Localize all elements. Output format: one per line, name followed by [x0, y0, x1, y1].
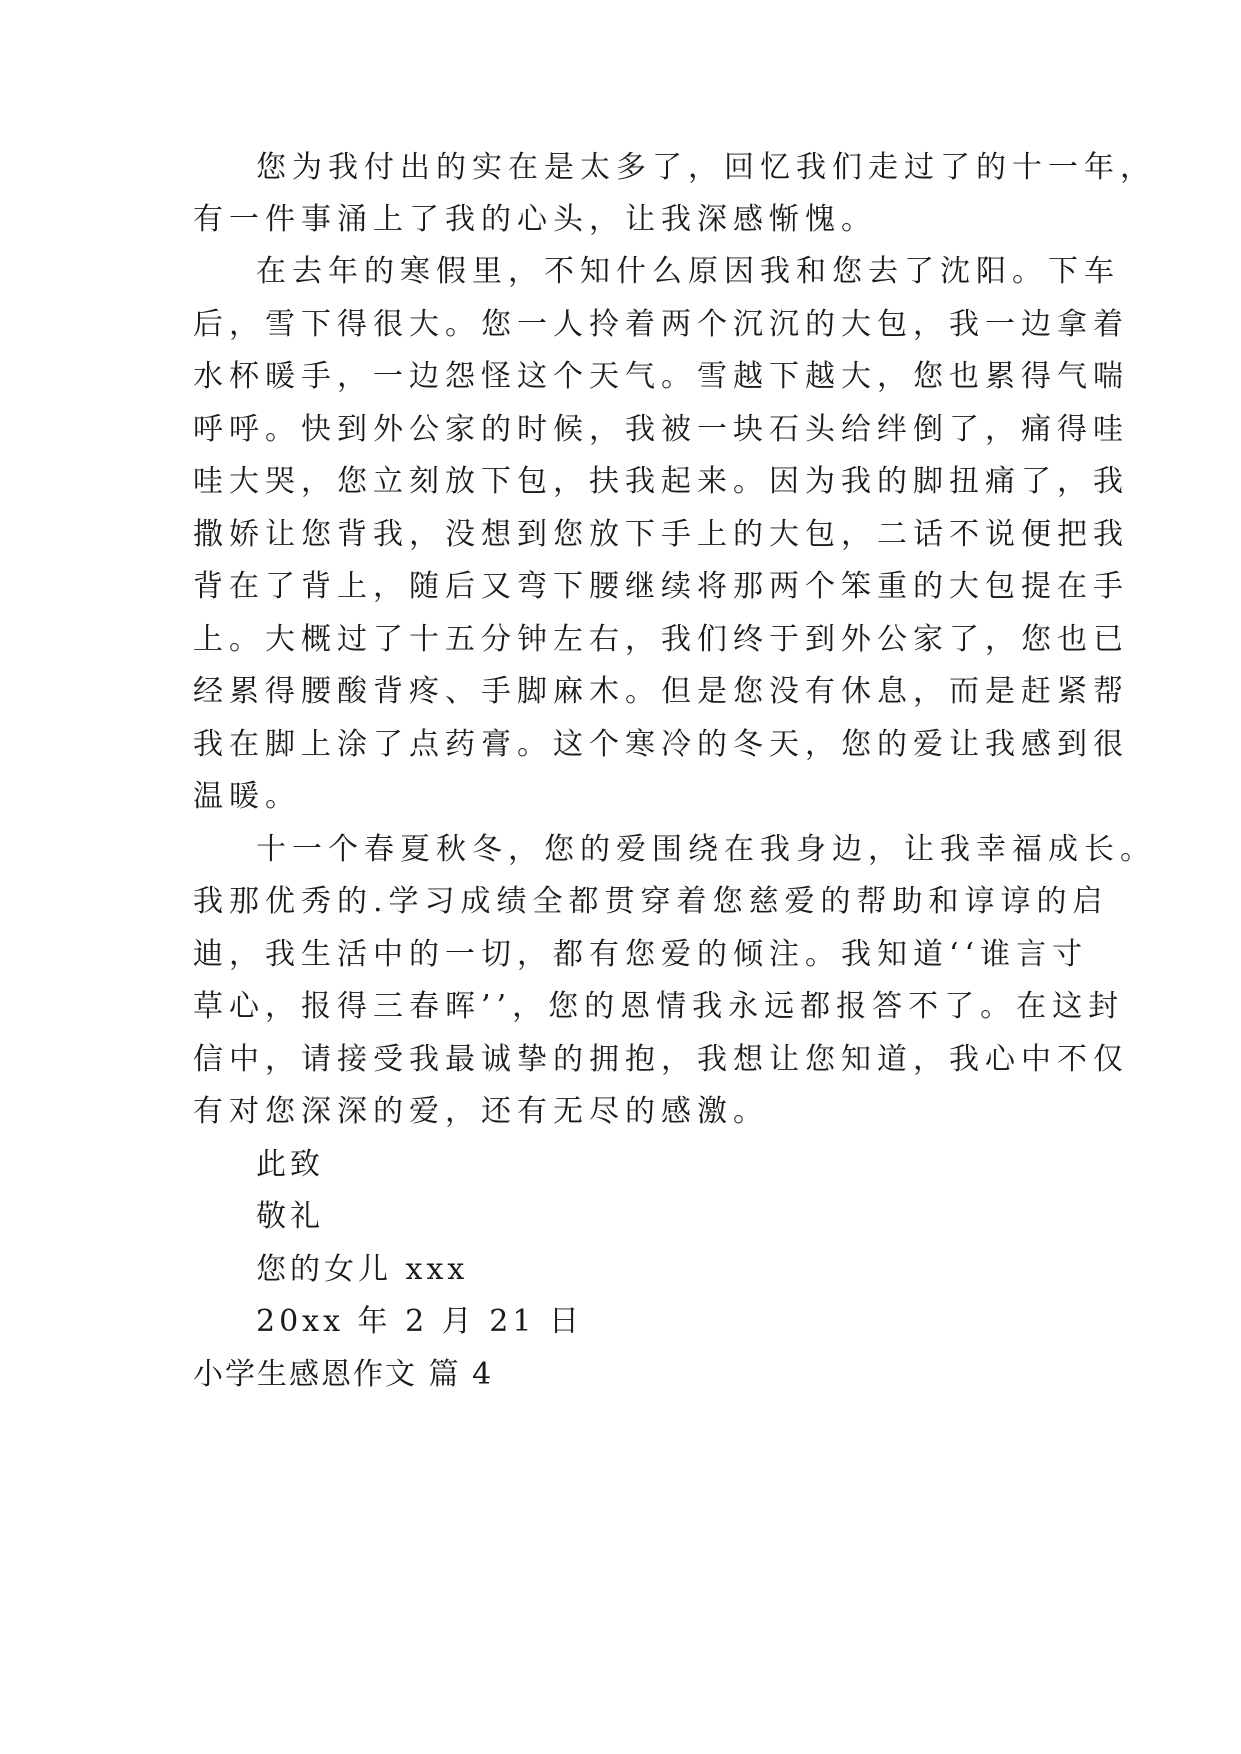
signature: 您的女儿 xxx [256, 1252, 469, 1287]
paragraph-2-line-1: 在去年的寒假里，不知什么原因我和您去了沈阳。下车 [256, 254, 1120, 289]
paragraph-2-line-2: 后，雪下得很大。您一人拎着两个沉沉的大包，我一边拿着 [193, 307, 1129, 342]
paragraph-2-line-5: 哇大哭，您立刻放下包，扶我起来。因为我的脚扭痛了，我 [193, 464, 1129, 499]
paragraph-2-line-4: 呼呼。快到外公家的时候，我被一块石头给绊倒了，痛得哇 [193, 412, 1129, 447]
paragraph-2-line-9: 经累得腰酸背疼、手脚麻木。但是您没有休息，而是赶紧帮 [193, 674, 1129, 709]
paragraph-3-line-1: 十一个春夏秋冬，您的爱围绕在我身边，让我幸福成长。 [256, 832, 1156, 867]
paragraph-2-line-7: 背在了背上，随后又弯下腰继续将那两个笨重的大包提在手 [193, 569, 1129, 604]
paragraph-3-line-4: 草心，报得三春晖’’，您的恩情我永远都报答不了。在这封 [193, 989, 1125, 1024]
next-section-heading: 小学生感恩作文 篇 4 [193, 1357, 494, 1392]
letter-date: 20xx 年 2 月 21 日 [256, 1304, 583, 1339]
paragraph-2-line-8: 上。大概过了十五分钟左右，我们终于到外公家了，您也已 [193, 622, 1129, 657]
paragraph-2-line-10: 我在脚上涂了点药膏。这个寒冷的冬天，您的爱让我感到很 [193, 727, 1129, 762]
paragraph-3-line-5: 信中，请接受我最诚挚的拥抱，我想让您知道，我心中不仅 [193, 1042, 1129, 1077]
paragraph-2-line-3: 水杯暖手，一边怨怪这个天气。雪越下越大，您也累得气喘 [193, 359, 1129, 394]
paragraph-1-line-1: 您为我付出的实在是太多了，回忆我们走过了的十一年， [256, 150, 1156, 185]
closing-regards: 敬礼 [256, 1199, 324, 1234]
paragraph-1-line-2: 有一件事涌上了我的心头，让我深感惭愧。 [193, 202, 877, 237]
paragraph-3-line-2: 我那优秀的.学习成绩全都贯穿着您慈爱的帮助和谆谆的启 [193, 884, 1109, 919]
paragraph-3-line-3: 迪，我生活中的一切，都有您爱的倾注。我知道‘‘谁言寸 [193, 937, 1089, 972]
paragraph-2-line-11: 温暖。 [193, 779, 301, 814]
paragraph-3-line-6: 有对您深深的爱，还有无尽的感激。 [193, 1094, 769, 1129]
paragraph-2-line-6: 撒娇让您背我，没想到您放下手上的大包，二话不说便把我 [193, 517, 1129, 552]
closing-salutation: 此致 [256, 1147, 324, 1182]
